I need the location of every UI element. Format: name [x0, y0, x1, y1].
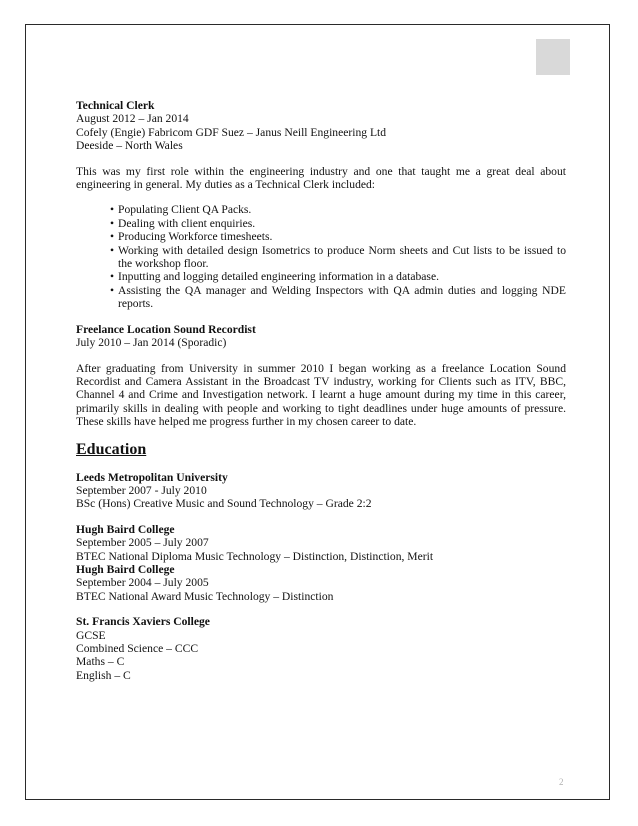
job-title: Freelance Location Sound Recordist [76, 322, 256, 336]
job-intro: This was my first role within the engineering industry and one that taught me a great deal about engineering in general. My duties as a Technical Clerk included: [76, 164, 566, 192]
job-sound-recordist [76, 323, 566, 429]
list-item: • Producing Workforce timesheets. [110, 230, 273, 244]
bullet-icon: • [110, 270, 115, 284]
grade-item: Maths – C [76, 655, 125, 669]
bullet-icon: • [110, 216, 115, 230]
job-title: Technical Clerk [76, 99, 155, 112]
job-description: After graduating from University in summer 2010 I began working as a freelance Location Sound Recordist and Camera Assistant in the Broadcast TV industry, working for Clients such as ITV, BBC, Channel 4 and Crime and Investigation network. I learnt a huge amount during my time in this career, primarily skills in dealing with people and working to tight deadlines under huge amounts of pressure. These skills have helped me progress further in my chosen career to date. [76, 361, 566, 429]
list-item: • Working with detailed design Isometrics to produce Norm sheets and Cut lists to be issued to the workshop floor. [110, 243, 566, 271]
bullet-icon: • [110, 203, 115, 217]
section-heading: Education [76, 440, 147, 458]
job-technical-clerk [76, 99, 566, 311]
page-number: 2 [559, 777, 564, 787]
bullet-icon: • [110, 243, 115, 257]
institution-name: Leeds Metropolitan University [76, 470, 228, 484]
education-dates: September 2007 - July 2010 [76, 483, 207, 497]
bullet-icon: • [110, 283, 115, 297]
job-dates: August 2012 – Jan 2014 [76, 112, 189, 126]
education-section [76, 441, 566, 683]
education-dates: September 2004 – July 2005 [76, 576, 209, 590]
job-dates: July 2010 – Jan 2014 (Sporadic) [76, 336, 227, 350]
placeholder-box [536, 39, 570, 75]
list-item: • Assisting the QA manager and Welding Inspectors with QA admin duties and logging NDE reports. [110, 283, 566, 311]
list-item: • Inputting and logging detailed engineering information in a database. [110, 270, 439, 284]
qualification: BSc (Hons) Creative Music and Sound Technology – Grade 2:2 [76, 497, 372, 511]
qualification: BTEC National Diploma Music Technology – Distinction, Distinction, Merit [76, 549, 434, 563]
duties-list [76, 203, 566, 310]
institution-name: Hugh Baird College [76, 522, 175, 536]
job-location: Deeside – North Wales [76, 139, 183, 153]
education-level: GCSE [76, 628, 106, 642]
grade-item: Combined Science – CCC [76, 642, 199, 655]
list-item: • Populating Client QA Packs. [110, 203, 252, 217]
page-content [76, 99, 566, 682]
grade-item: English – C [76, 668, 131, 682]
document-page [25, 24, 610, 800]
bullet-icon: • [110, 230, 115, 244]
education-dates: September 2005 – July 2007 [76, 536, 209, 550]
institution-name: Hugh Baird College [76, 562, 175, 576]
list-item: • Dealing with client enquiries. [110, 216, 256, 230]
job-company: Cofely (Engie) Fabricom GDF Suez – Janus Neill Engineering Ltd [76, 125, 387, 139]
qualification: BTEC National Award Music Technology – Distinction [76, 589, 334, 603]
institution-name: St. Francis Xaviers College [76, 615, 210, 629]
